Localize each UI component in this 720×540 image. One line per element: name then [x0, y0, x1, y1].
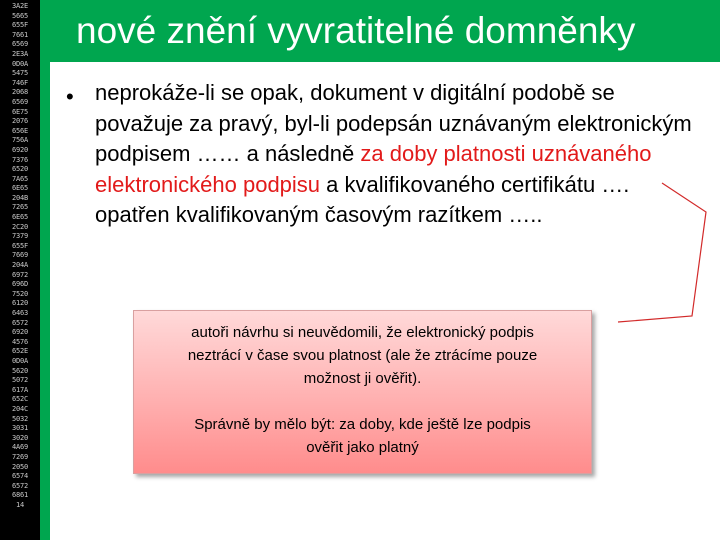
sidebar-code: 6861: [11, 491, 29, 500]
sidebar-code: 696D: [11, 280, 29, 289]
sidebar-code: 6463: [11, 309, 29, 317]
sidebar-code: 6920: [11, 328, 29, 337]
callout-box: [133, 310, 592, 474]
sidebar-code: 7379: [11, 232, 29, 241]
sidebar-code: 655F: [11, 241, 29, 250]
sidebar-code: 756A: [11, 136, 29, 145]
sidebar-code: 5620: [11, 366, 29, 375]
callout-line-3: možnost ji ověřit).: [303, 370, 422, 387]
callout-line-5: ověřit jako platný: [306, 439, 419, 456]
sidebar-code: 5665: [11, 11, 29, 20]
slide-title: nové znění vyvratitelné domněnky: [76, 10, 636, 51]
sidebar-code: 6572: [11, 318, 29, 327]
sidebar-code: 617A: [11, 385, 29, 394]
sidebar-code: 0D0A: [11, 59, 29, 68]
sidebar-code: 0D0A: [11, 356, 29, 365]
sidebar-code: 2E3A: [11, 49, 29, 58]
callout-line-4: Správně by mělo být: za doby, kde ještě lze podpis: [194, 416, 531, 433]
sidebar-code: 6569: [11, 97, 29, 106]
sidebar-code: 6E65: [11, 184, 29, 193]
sidebar-code: 7661: [11, 30, 29, 39]
sidebar-code: 14: [15, 500, 25, 509]
sidebar-code: 4576: [11, 337, 29, 346]
callout-connector-line: [618, 183, 706, 322]
sidebar-code: 6569: [11, 40, 29, 49]
sidebar-code: 7520: [11, 289, 29, 298]
sidebar-code: 655F: [11, 21, 29, 30]
sidebar-code: 6E75: [11, 107, 29, 116]
sidebar-code: 5475: [11, 69, 29, 78]
sidebar-code: 746F: [11, 78, 29, 87]
bullet-text-part1: neprokáže-li se opak, dokument v digitální podobě se považuje za pravý, byl-li podepsán uznávaným elektronickým podpisem …… a následně: [95, 80, 692, 166]
sidebar-code: 6972: [11, 270, 29, 279]
sidebar-code: 7A65: [11, 174, 29, 183]
sidebar-code: 2068: [11, 88, 29, 97]
sidebar-code: 2050: [11, 462, 29, 471]
sidebar-code: 204C: [11, 404, 29, 413]
sidebar-code: 656E: [11, 126, 29, 135]
sidebar-code: 7669: [11, 251, 29, 260]
sidebar-code: 6520: [11, 165, 29, 174]
sidebar-code: 5072: [11, 376, 29, 385]
sidebar-code: 652E: [11, 347, 29, 356]
sidebar-code: 204A: [11, 261, 29, 270]
sidebar-code: 2076: [11, 117, 29, 126]
sidebar-code: 7376: [11, 155, 29, 164]
sidebar-code: 3031: [11, 424, 29, 433]
sidebar-code: 6120: [11, 299, 29, 308]
sidebar-code: 6E65: [11, 213, 29, 222]
sidebar-code: 6572: [11, 481, 29, 490]
callout-line-1: autoři návrhu si neuvědomili, že elektronický podpis: [191, 324, 534, 341]
sidebar-code: 7265: [11, 203, 29, 212]
sidebar-code: 2C20: [11, 222, 29, 231]
callout-line-2: neztrácí v čase svou platnost (ale že ztrácíme pouze: [187, 347, 538, 364]
sidebar-code: 6574: [11, 472, 29, 481]
bullet-text-highlight: za doby platnosti uznávaného elektronického podpisu: [95, 141, 652, 197]
sidebar-code: 6920: [11, 145, 29, 154]
sidebar-code: 3A2E: [11, 2, 29, 10]
bullet-text-part2: a kvalifikovaného certifikátu …. opatřen kvalifikovaným časovým razítkem …..: [95, 171, 630, 227]
bullet-icon: •: [66, 84, 74, 109]
sidebar-code: 5032: [11, 414, 29, 423]
sidebar-code: 652C: [11, 395, 29, 404]
sidebar-code: 4A69: [11, 443, 29, 452]
sidebar-code: 3020: [11, 433, 29, 442]
sidebar-code: 204B: [11, 193, 29, 202]
sidebar-code: 7269: [11, 452, 29, 461]
